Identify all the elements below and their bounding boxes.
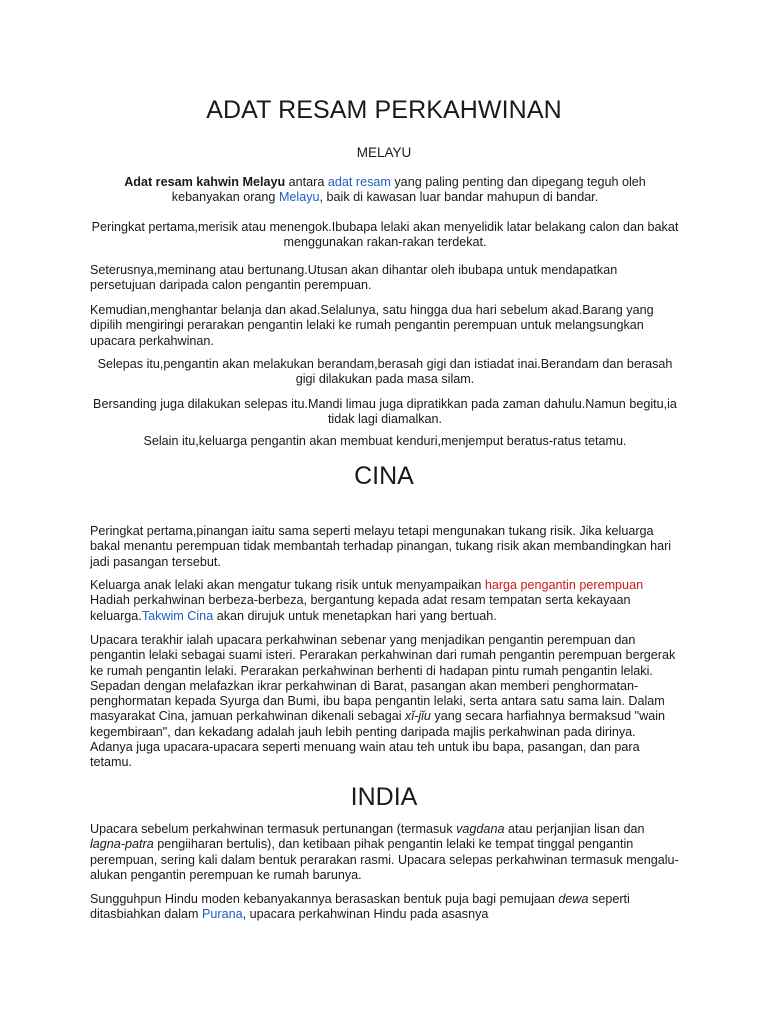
italic-term: vagdana xyxy=(456,822,505,836)
section-heading-cina: CINA xyxy=(354,462,414,490)
melayu-paragraph-5: Selepas itu,pengantin akan melakukan berandam,berasah gigi dan istiadat inai.Berandam dan berasah gigi dilakukan pada masa silam. xyxy=(97,357,673,387)
melayu-paragraph-1 xyxy=(90,175,680,206)
melayu-paragraph-7: Selain itu,keluarga pengantin akan membuat kenduri,menjemput beratus-ratus tetamu. xyxy=(143,434,627,448)
text-span: atau perjanjian lisan dan xyxy=(504,822,645,836)
text-span: Upacara terakhir ialah upacara perkahwinan sebenar yang menjadikan pengantin perempuan dan pengantin lelaki sebagai suami isteri. Perarakan perkahwinan dari rumah pengantin perempuan bergerak ke rumah pengantin lelaki. Perarakan perkahwinan berhenti di hadapan pintu rumah pengantin lelaki. Sepadan dengan melafazkan ikrar perkahwinan di Barat, pasangan akan memberi penghormatan-penghormatan kepada Syurga dan Bumi, ibu bapa pengantin lelaki, serta antara satu sama lain. Dalam masyarakat Cina, jamuan perkahwinan dikenali sebagai xyxy=(90,633,676,724)
link-melayu[interactable]: Melayu xyxy=(278,190,320,205)
section-heading-india: INDIA xyxy=(350,783,418,811)
link-takwim-cina[interactable]: Takwim Cina xyxy=(141,608,214,623)
link-harga-pengantin-perempuan[interactable]: harga pengantin perempuan xyxy=(484,578,644,592)
document-title: ADAT RESAM PERKAHWINAN xyxy=(206,96,562,124)
text-span: Sungguhpun Hindu moden kebanyakannya berasaskan bentuk puja bagi pemujaan xyxy=(90,892,559,906)
text-span: yang secara harfiahnya bermaksud "wain kegembiraan", dan kekadang adalah jauh lebih penting daripada majlis perkahwinan pada dirinya. Adanya juga upacara-upacara seperti menuang wain atau teh untuk ibu bapa, pasangan, dan para tetamu. xyxy=(90,709,666,770)
cina-paragraph-3 xyxy=(90,633,680,771)
text-span: Hadiah perkahwinan berbeza-berbeza, bergantung kepada adat resam tempatan serta kekayaan keluarga. xyxy=(90,593,631,623)
text-span: Upacara sebelum perkahwinan termasuk pertunangan (termasuk xyxy=(90,822,457,836)
text-span: antara xyxy=(285,175,328,189)
italic-term: xǐ-jǐu xyxy=(405,709,431,724)
italic-term: dewa xyxy=(558,892,589,906)
text-span: yang paling penting dan dipegang teguh oleh kebanyakan orang xyxy=(171,175,646,205)
section-heading-melayu: MELAYU xyxy=(356,145,412,160)
melayu-paragraph-2: Peringkat pertama,merisik atau menengok.Ibubapa lelaki akan menyelidik latar belakang calon dan bakat menggunakan rakan-rakan terdekat. xyxy=(91,220,679,250)
link-adat-resam[interactable]: adat resam xyxy=(327,175,391,189)
text-span: pengiiharan bertulis), dan ketibaan pihak pengantin lelaki ke tempat tinggal pengantin perempuan, sering kali dalam bentuk perarakan rasmi. Upacara selepas perkahwinan termasuk mengalu-alukan pengantin perempuan ke rumah barunya. xyxy=(90,837,679,882)
india-paragraph-1 xyxy=(90,822,680,883)
text-span: akan dirujuk untuk menetapkan hari yang bertuah. xyxy=(213,608,497,623)
melayu-paragraph-4: Kemudian,menghantar belanja dan akad.Selalunya, satu hingga dua hari sebelum akad.Barang yang dipilih mengiringi perarakan pengantin lelaki ke rumah pengantin perempuan untuk melangsungkan upacara perkahwinan. xyxy=(90,303,654,348)
italic-term: lagna-patra xyxy=(90,837,154,852)
bold-phrase: Adat resam kahwin Melayu xyxy=(124,175,286,189)
india-paragraph-2 xyxy=(90,892,680,923)
text-span: seperti ditasbiahkan dalam xyxy=(90,892,630,922)
text-span: , baik di kawasan luar bandar mahupun di bandar. xyxy=(319,190,599,205)
melayu-paragraph-6: Bersanding juga dilakukan selepas itu.Mandi limau juga dipratikkan pada zaman dahulu.Namun begitu,ia tidak lagi diamalkan. xyxy=(93,397,677,427)
link-purana[interactable]: Purana xyxy=(202,907,243,922)
cina-paragraph-1: Peringkat pertama,pinangan iaitu sama seperti melayu tetapi mengunakan tukang risik. Jika keluarga bakal menantu perempuan tidak membantah terhadap pinangan, tukang risik akan membandingkan hari jadi pasangan tersebut. xyxy=(90,524,672,569)
cina-paragraph-2 xyxy=(90,578,680,624)
melayu-paragraph-3: Seterusnya,meminang atau bertunang.Utusan akan dihantar oleh ibubapa untuk mendapatkan persetujuan daripada calon pengantin perempuan. xyxy=(90,263,618,293)
text-span: Keluarga anak lelaki akan mengatur tukang risik untuk menyampaikan xyxy=(90,578,485,592)
text-span: , upacara perkahwinan Hindu pada asasnya xyxy=(242,907,489,922)
